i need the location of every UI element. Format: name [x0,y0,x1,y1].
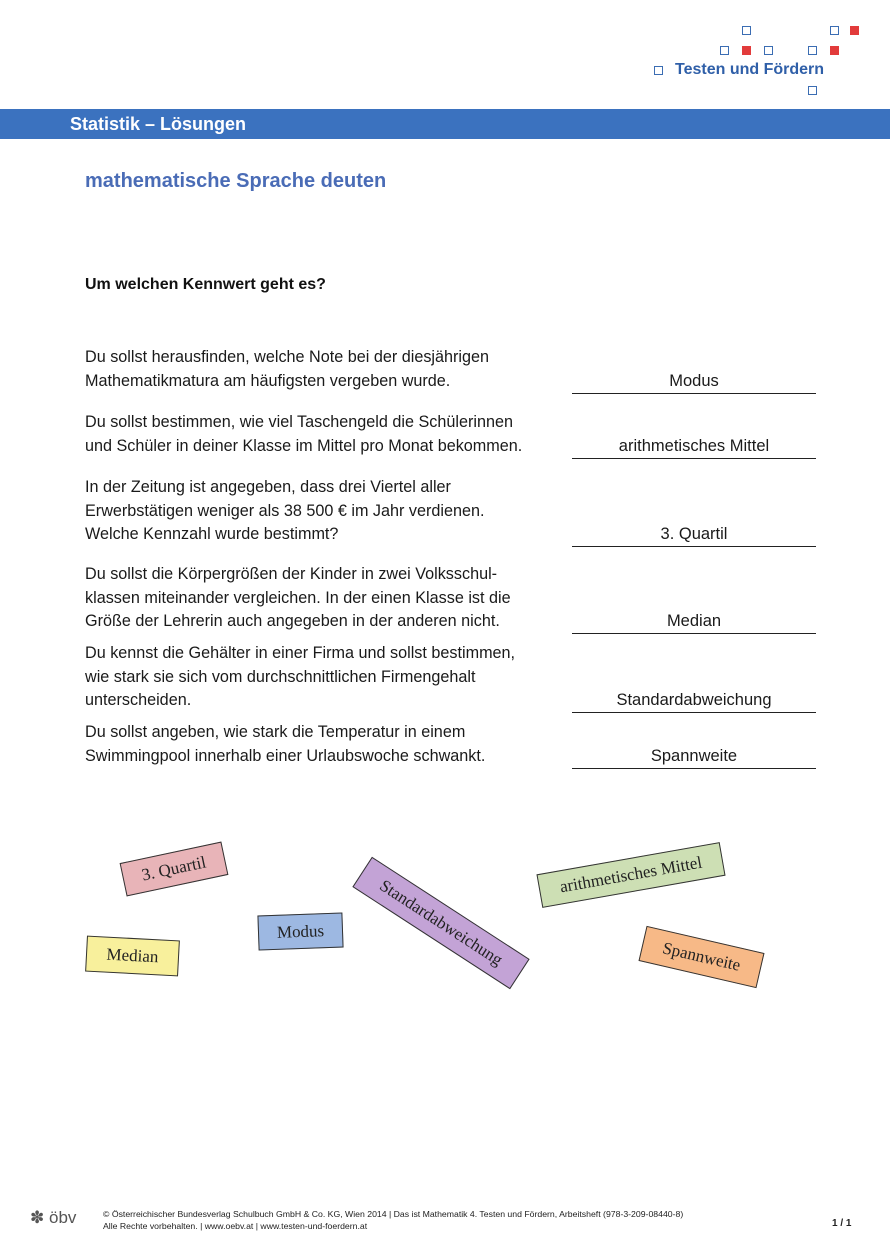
task-1-answer: Modus [572,370,816,394]
publisher-logo [30,1208,76,1228]
card-arithmetisches-mittel[interactable]: arithmetisches Mittel [536,842,725,908]
task-6-text: Du sollst angeben, wie stark die Temperatur in einem Swimmingpool innerhalb einer Urlaubswoche schwankt. [85,723,486,765]
task-4-answer: Median [572,610,816,634]
task-5-text: Du kennst die Gehälter in einer Firma und sollst bestimmen, wie stark sie sich vom durchschnittlichen Firmengehalt unterscheiden. [85,644,516,709]
task-1-text: Du sollst herausfinden, welche Note bei der diesjährigen Mathematikmatura am häufigsten vergeben wurde. [85,348,490,390]
task-5-answer: Standardabweichung [572,689,816,713]
card-spannweite[interactable]: Spannweite [639,926,765,988]
brand-name: Testen und Fördern [675,61,825,78]
header-banner [0,109,890,139]
card-modus[interactable]: Modus [257,913,343,951]
task-3-answer: 3. Quartil [572,523,816,547]
flower-icon: ✽ [30,1208,45,1227]
section-subtitle: mathematische Sprache deuten [85,170,387,192]
task-2-text: Du sollst bestimmen, wie viel Taschengeld die Schülerinnen und Schüler in deiner Klasse im Mittel pro Monat bekommen. [85,413,523,455]
publisher-logo-text: öbv [48,1208,77,1227]
brand-logo [640,18,880,108]
card-standardabweichung[interactable]: Standardabweichung [352,857,529,990]
task-4-text: Du sollst die Körpergrößen der Kinder in zwei Volksschul- klassen miteinander vergleichen. In der einen Klasse ist die Größe der Lehrerin auch angegeben in der anderen nicht. [85,565,511,630]
question-heading: Um welchen Kennwert geht es? [85,276,326,293]
footer-copyright [103,1208,683,1232]
page-number: 1 / 1 [832,1218,852,1229]
footer-line-1: © Österreichischer Bundesverlag Schulbuch GmbH & Co. KG, Wien 2014 | Das ist Mathematik 4. Testen und Fördern, Arbeitsheft (978-3-209-08440-8) [103,1209,684,1219]
card-median[interactable]: Median [85,936,180,977]
task-3-text: In der Zeitung ist angegeben, dass drei Viertel aller Erwerbstätigen weniger als 38 500 € im Jahr verdienen. Welche Kennzahl wurde bestimmt? [85,478,485,543]
card-3-quartil[interactable]: 3. Quartil [120,842,229,897]
task-2-answer: arithmetisches Mittel [572,435,816,459]
footer-line-2: Alle Rechte vorbehalten. | www.oebv.at | www.testen-und-foerdern.at [103,1221,368,1231]
task-6-answer: Spannweite [572,745,816,769]
page-title: Statistik – Lösungen [70,114,247,134]
